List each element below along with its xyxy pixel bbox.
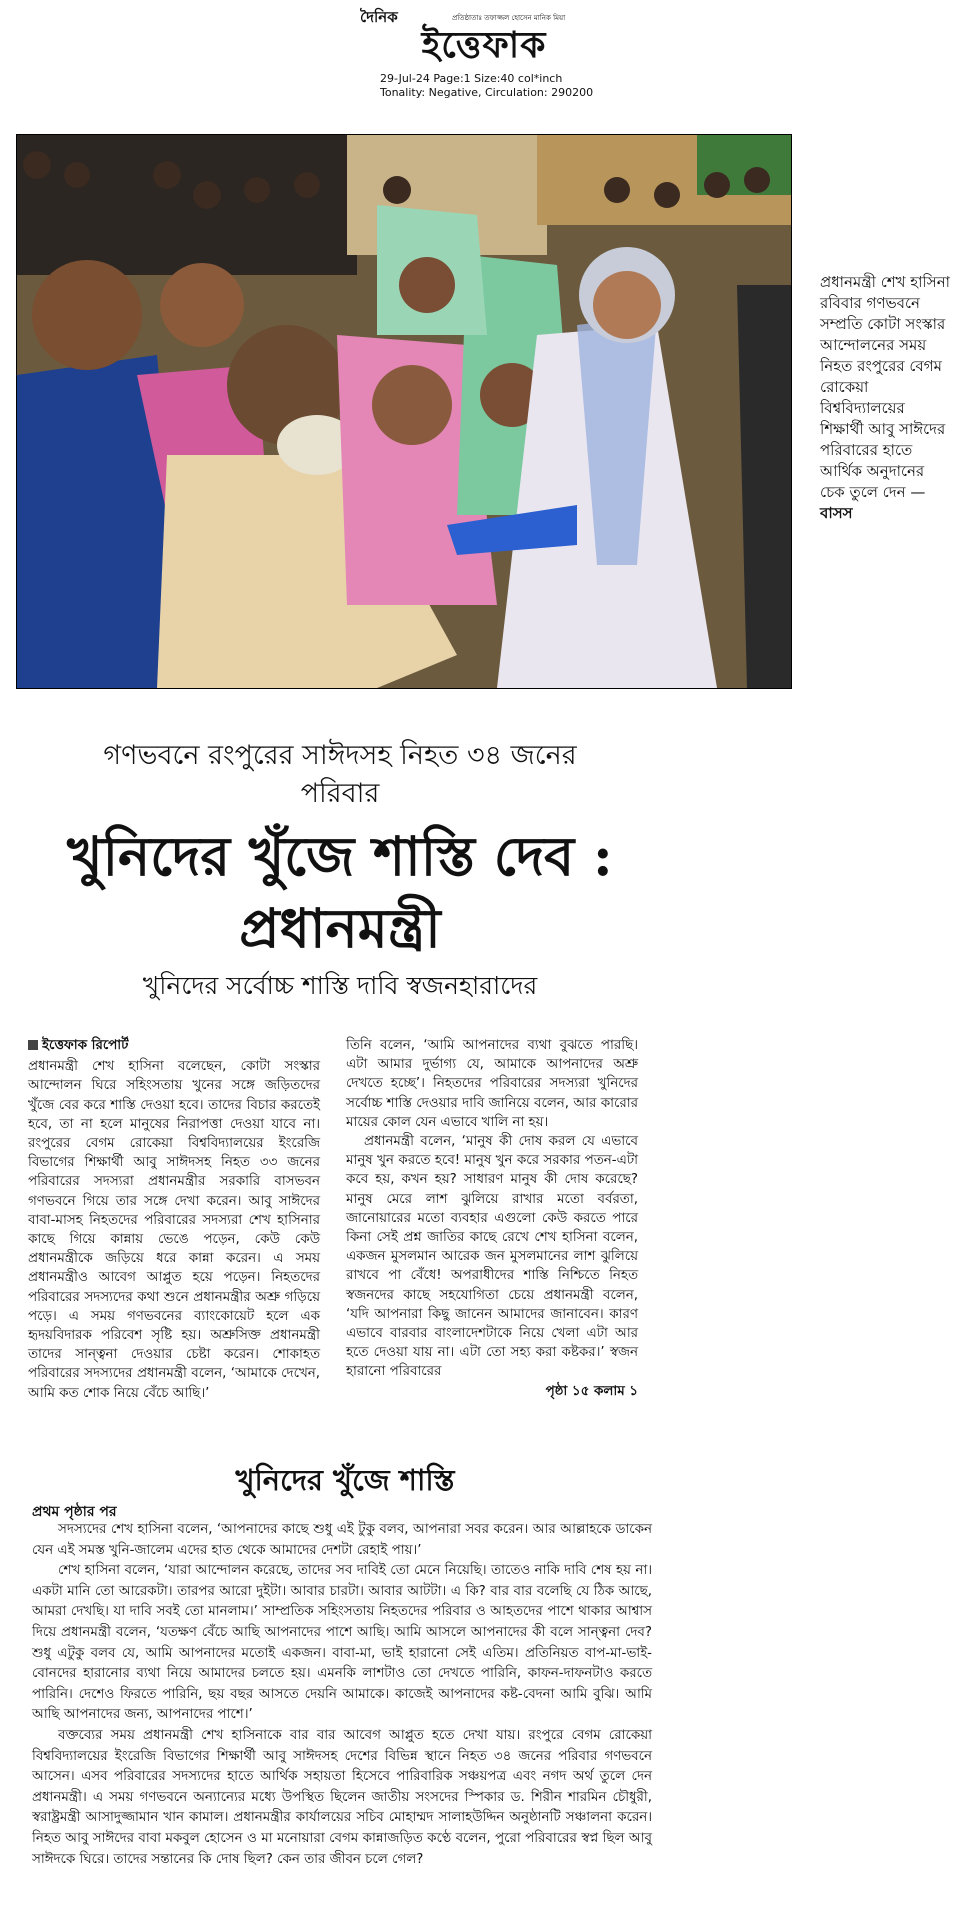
continuation-from-label: প্রথম পৃষ্ঠার পর	[32, 1504, 117, 1520]
masthead-name: ইত্তেফাক	[421, 24, 547, 66]
article-headline: খুনিদের খুঁজে শাস্তি দেব : প্রধানমন্ত্রী	[67, 824, 613, 960]
continuation-paragraph-3: বক্তব্যের সময় প্রধানমন্ত্রী শেখ হাসিনাকে বার বার আবেগ আপ্লুত হতে দেখা যায়। রংপুরে বেগম রোকেয়া বিশ্ববিদ্যালয়ের ইংরেজি বিভাগের শিক্ষার্থী আবু সাঈদসহ দেশের বিভিন্ন স্থানে নিহত ৩৪ জনের পরিবার গণভবনে আসেন। এসব পরিবারের সদস্যদের হাতে আর্থিক সহায়তা হিসেবে পারিবারিক সঞ্চয়পত্র এবং নগদ অর্থ তুলে দেন প্রধানমন্ত্রী। এ সময় গণভবনে অন্যান্যের মধ্যে উপস্থিত ছিলেন জাতীয় সংসদের স্পিকার ড. শিরীন শারমিন চৌধুরী, স্বরাষ্ট্রমন্ত্রী আসাদুজ্জামান খান কামাল। প্রধানমন্ত্রীর কার্যালয়ের সচিব মোহাম্মদ সালাহউদ্দিন অনুষ্ঠানটি সঞ্চালনা করেন। নিহত আবু সাঈদের বাবা মকবুল হোসেন ও মা মনোয়ারা বেগম কান্নাজড়িত কণ্ঠে বলেন, পুরো পরিবারের স্বপ্ন ছিল আবু সাঈদকে ঘিরে। তাদের সন্তানের কি দোষ ছিল? কেন তার জীবন চলে গেল?	[32, 1727, 652, 1867]
continuation-paragraph-1: সদস্যদের শেখ হাসিনা বলেন, ‘আপনাদের কাছে শুধু এই টুকু বলব, আপনারা সবর করেন। আর আল্লাহকে ডাকেন যেন এই সমস্ত খুনি-জালেম এদের হাত থেকে আমাদের দেশটা রেহাই পায়।’	[32, 1522, 652, 1558]
byline-text: ইত্তেফাক রিপোর্ট	[42, 1038, 129, 1053]
article-column-1	[28, 1036, 320, 1403]
continuation-body	[32, 1520, 652, 1870]
caption-text: প্রধানমন্ত্রী শেখ হাসিনা রবিবার গণভবনে সম্প্রতি কোটা সংস্কার আন্দোলনের সময় নিহত রংপুরের বেগম রোকেয়া বিশ্ববিদ্যালয়ের শিক্ষার্থী আবু সাঈদের পরিবারের হাতে আর্থিক অনুদানের চেক তুলে দেন —	[820, 273, 951, 501]
continuation-headline: খুনিদের খুঁজে শাস্তি	[235, 1463, 455, 1497]
column-2-paragraph-1: তিনি বলেন, ‘আমি আপনাদের ব্যথা বুঝতে পারছি। এটা আমার দুর্ভাগ্য যে, আমাকে আপনাদের অশ্রু দেখতে হচ্ছে’। নিহতদের পরিবারের সদস্যরা খুনিদের সর্বোচ্চ শাস্তি দেওয়ার দাবি জানিয়ে বলেন, আর কারোর মায়ের কোল যেন এভাবে খালি না হয়।	[346, 1038, 638, 1130]
byline	[28, 1036, 320, 1055]
continuation-paragraph-2: শেখ হাসিনা বলেন, ‘যারা আন্দোলন করেছে, তাদের সব দাবিই তো মেনে নিয়েছি। তাতেও নাকি দাবি শেষ হয় না। একটা মানি তো আরেকটা। তারপর আরো দুইটা। আবার চারটা। আবার আটটা। এ কি? বার বার বলেছি যে ঠিক আছে, আমরা দেখছি। যা দাবি সবই তো মানলাম।’ সাম্প্রতিক সহিংসতায় নিহতদের পরিবার ও আহতদের পাশে থাকার আশ্বাস দিয়ে প্রধানমন্ত্রী বলেন, ‘যতক্ষণ বেঁচে আছি আপনাদের পাশে আছি। আমি আসলে আপনাদের কী বলে সান্ত্বনা দেব? শুধু এটুকু বলব যে, আমি আপনাদের মতোই একজন। বাবা-মা, ভাই হারানো সেই এতিম। প্রতিনিয়ত বাপ-মা-ভাই-বোনদের হারানোর ব্যথা নিয়ে আমাদের চলতে হয়। এমনকি লাশটাও তো দেখতে পারিনি, কাফন-দাফনটাও করতে পারিনি। দেশেও ফিরতে পারিনি, ছয় বছর আসতে দেয়নি আমাকে। কাজেই আপনাদের কষ্ট-বেদনা আমি বুঝি। আমি আছি আপনাদের জন্য, আপনাদের পাশে।’	[32, 1563, 652, 1723]
clipping-meta-line1: 29-Jul-24 Page:1 Size:40 col*inch	[380, 72, 563, 85]
newspaper-masthead	[340, 6, 630, 98]
byline-square-icon	[28, 1040, 38, 1050]
caption-credit: বাসস	[820, 504, 853, 522]
column-2-paragraph-2: প্রধানমন্ত্রী বলেন, ‘মানুষ কী দোষ করল যে এভাবে মানুষ খুন করতে হবে! মানুষ খুন করে সরকার পতন-এটা কবে হয়, কখন হয়? সাধারণ মানুষ কী দোষ করেছে? মানুষ মেরে লাশ ঝুলিয়ে রাখার মতো বর্বরতা, জানোয়ারের মতো ব্যবহার এগুলো কেউ করতে পারে কিনা সেই প্রশ্ন জাতির কাছে রেখে শেখ হাসিনা বলেন, একজন মুসলমান আরেক জন মুসলমানের লাশ ঝুলিয়ে রাখবে পা বেঁধে! অপরাধীদের শাস্তি নিশ্চিতে নিহত স্বজনদের কাছে সহযোগিতা চেয়ে প্রধানমন্ত্রী বলেন, ‘যদি আপনারা কিছু জানেন আমাদের জানাবেন। কারণ এভাবে বারবার বাংলাদেশটাকে নিয়ে খেলা এটা আর হতে দেওয়া যায় না। এটা তো সহ্য করা কষ্টকর।’ স্বজন হারানো পরিবারের	[346, 1134, 638, 1380]
article-column-2	[346, 1036, 638, 1401]
article-kicker: গণভবনে রংপুরের সাঈদসহ নিহত ৩৪ জনের পরিবার	[103, 740, 577, 809]
clipping-meta-line2: Tonality: Negative, Circulation: 290200	[380, 86, 594, 99]
news-photo	[16, 134, 792, 689]
masthead-daily: দৈনিক	[360, 8, 398, 26]
photo-caption	[820, 272, 952, 524]
column-1-text: প্রধানমন্ত্রী শেখ হাসিনা বলেছেন, কোটা সংস্কার আন্দোলন ঘিরে সহিংসতায় খুনের সঙ্গে জড়িতদের খুঁজে বের করে শাস্তি দেওয়া হবে। তাদের বিচার করতেই হবে, তা না হলে মানুষের নিরাপত্তা দেওয়া যাবে না। রংপুরের বেগম রোকেয়া বিশ্ববিদ্যালয়ের ইংরেজি বিভাগের শিক্ষার্থী আবু সাঈদসহ নিহত ৩৩ জনের পরিবারের সদস্যরা প্রধানমন্ত্রীর সরকারি বাসভবন গণভবনে গিয়ে তার সঙ্গে দেখা করেন। আবু সাঈদের বাবা-মাসহ নিহতদের পরিবারের সদস্যরা শেখ হাসিনার কাছে গিয়ে কান্নায় ভেঙে পড়েন, কেউ কেউ প্রধানমন্ত্রীকে জড়িয়ে ধরে কান্না করেন। এ সময় প্রধানমন্ত্রীও আবেগ আপ্লুত হয়ে পড়েন। নিহতদের পরিবারের সদস্যদের কথা শুনে প্রধানমন্ত্রীর অশ্রু গড়িয়ে পড়ে। এ সময় গণভবনের ব্যাংকোয়েট হলে এক হৃদয়বিদারক পরিবেশ সৃষ্টি হয়। অশ্রুসিক্ত প্রধানমন্ত্রী তাদের সান্ত্বনা দেওয়ার চেষ্টা করেন। শোকাহত পরিবারের সদস্যদের প্রধানমন্ত্রী বলেন, ‘আমাকে দেখেন, আমি কত শোক নিয়ে বেঁচে আছি।’	[28, 1059, 320, 1401]
jump-reference: পৃষ্ঠা ১৫ কলাম ১	[545, 1383, 638, 1399]
article-subhead: খুনিদের সর্বোচ্চ শাস্তি দাবি স্বজনহারাদের	[142, 971, 538, 1000]
masthead-tagline: প্রতিষ্ঠাতাঃ তফাজ্জল হোসেন মানিক মিয়া	[452, 14, 566, 22]
